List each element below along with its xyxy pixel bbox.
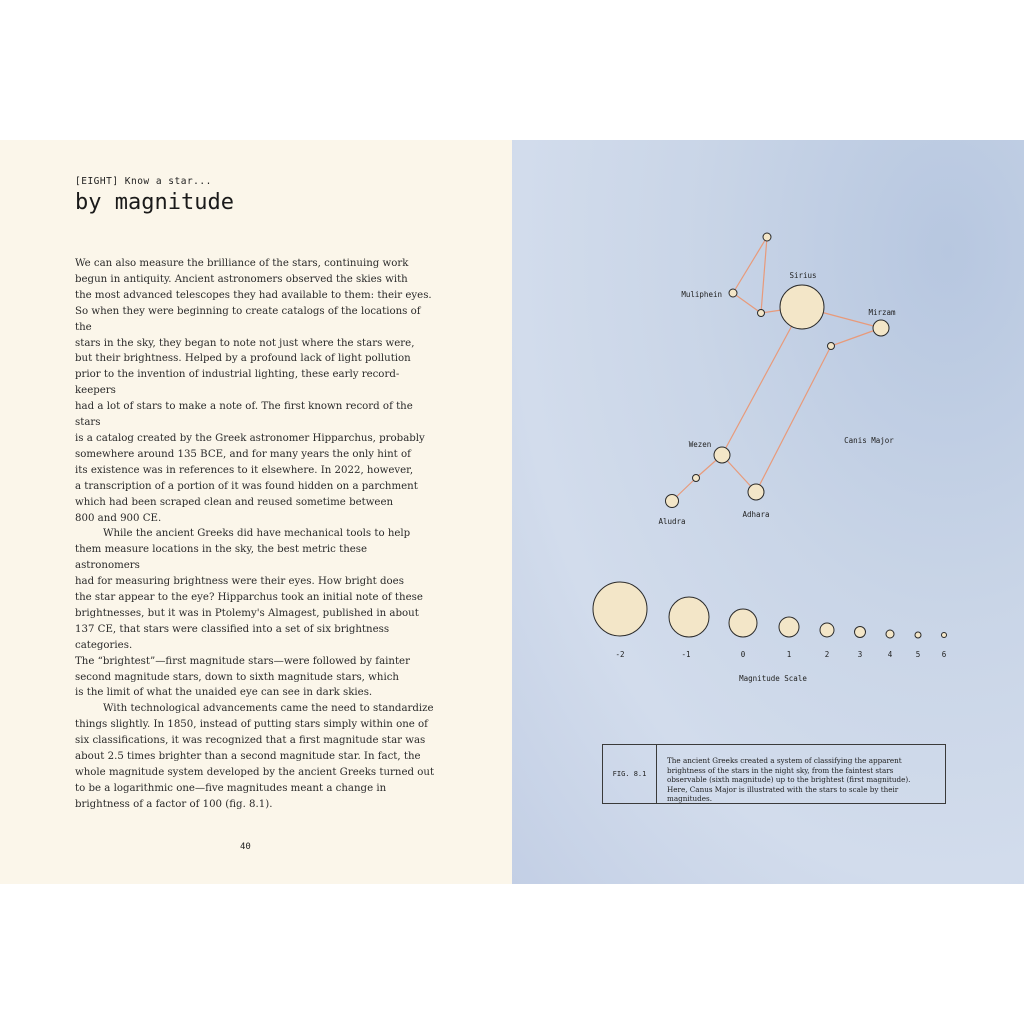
scale-label: 4 xyxy=(887,650,893,659)
scale-label: 2 xyxy=(824,650,830,659)
star-minor xyxy=(693,475,700,482)
caption-label: FIG. 8.1 xyxy=(603,745,657,803)
label-mirzam: Mirzam xyxy=(868,308,896,317)
figure-caption xyxy=(602,744,946,804)
scale-star-3 xyxy=(855,627,866,638)
scale-label: -1 xyxy=(681,650,691,659)
star-minor xyxy=(828,343,835,350)
scale-title: Magnitude Scale xyxy=(739,674,807,683)
paragraph-1: We can also measure the brilliance of the stars, continuing work begun in antiquity. Ancient astronomers observed the skies with the most advanced telescopes they had available to them: their eyes. So when they were beginning to create catalogs of the locations of the stars in the sky, they began to note not just where the stars were, but their brightness. Helped by a profound lack of light pollution prior to the invention of industrial lighting, these early record-keepers had a lot of stars to make a note of. The first known record of the stars is a catalog created by the Greek astronomer Hipparchus, probably somewhere around 135 BCE, and for many years the only hint of its existence was in references to it elsewhere. In 2022, however, a transcription of a portion of it was found hidden on a parchment which had been scraped clean and reused sometime between 800 and 900 CE. xyxy=(75,258,432,524)
star-minor xyxy=(758,310,765,317)
scale-star-1 xyxy=(779,617,799,637)
constellation-stars xyxy=(666,233,890,508)
scale-label: 5 xyxy=(915,650,921,659)
body-text xyxy=(75,256,435,813)
label-adhara: Adhara xyxy=(742,510,770,519)
scale-label: 3 xyxy=(857,650,863,659)
caption-text: The ancient Greeks created a system of classifying the apparent brightness of the stars in the night sky, from the faintest stars observable (sixth magnitude) up to the brightest (first magnitude). Here, Canus Major is illustrated with the stars to scale by their magnitudes. xyxy=(667,756,911,803)
chapter-title: by magnitude xyxy=(75,190,234,215)
scale-label: -2 xyxy=(615,650,625,659)
paragraph-2: While the ancient Greeks did have mechanical tools to help them measure locations in the sky, the best metric these astronomers had for measuring brightness were their eyes. How bright does the star appear to the eye? Hipparchus took an initial note of these brightnesses, but it was in Ptolemy's Almagest, published in about 137 CE, that stars were classified into a set of six brightness categories. The “brightest”—first magnitude stars—were followed by fainter second magnitude stars, down to sixth magnitude stars, which is the limit of what the unaided eye can see in dark skies. xyxy=(75,528,423,699)
scale-star-m2 xyxy=(593,582,647,636)
scale-star-2 xyxy=(820,623,834,637)
scale-label: 0 xyxy=(740,650,746,659)
star-top xyxy=(763,233,771,241)
star-labels xyxy=(658,271,896,526)
scale-label: 6 xyxy=(941,650,947,659)
label-aludra: Aludra xyxy=(658,517,686,526)
line-segment xyxy=(733,237,767,293)
scale-star-5 xyxy=(915,632,921,638)
page-number: 40 xyxy=(240,842,251,852)
paragraph-3: With technological advancements came the need to standardize things slightly. In 1850, instead of putting stars simply within one of six classifications, it was recognized that a first magnitude star was about 2.5 times brighter than a second magnitude star. In fact, the whole magnitude system developed by the ancient Greeks turned out to be a logarithmic one—five magnitudes meant a change in brightness of a factor of 100 (fig. 8.1). xyxy=(75,703,435,810)
line-segment xyxy=(756,346,831,492)
right-page xyxy=(512,140,1024,884)
star-mirzam xyxy=(873,320,889,336)
book-spread xyxy=(0,140,1024,884)
star-sirius xyxy=(780,285,824,329)
line-segment xyxy=(733,293,761,313)
scale-star-6 xyxy=(942,633,947,638)
line-segment xyxy=(761,237,767,313)
chapter-kicker: [EIGHT] Know a star... xyxy=(75,176,212,187)
label-wezen: Wezen xyxy=(688,440,712,449)
scale-star-4 xyxy=(886,630,894,638)
magnitude-scale xyxy=(593,582,947,683)
star-adhara xyxy=(748,484,764,500)
label-muliphein: Muliphein xyxy=(681,290,722,299)
constellation-lines xyxy=(672,237,881,501)
star-muliphein xyxy=(729,289,737,297)
star-aludra xyxy=(666,495,679,508)
label-sirius: Sirius xyxy=(789,271,817,280)
scale-label: 1 xyxy=(786,650,792,659)
label-canis-major: Canis Major xyxy=(844,436,894,445)
scale-star-0 xyxy=(729,609,757,637)
star-wezen xyxy=(714,447,730,463)
scale-star-m1 xyxy=(669,597,709,637)
line-segment xyxy=(722,307,802,455)
left-page xyxy=(0,140,512,884)
